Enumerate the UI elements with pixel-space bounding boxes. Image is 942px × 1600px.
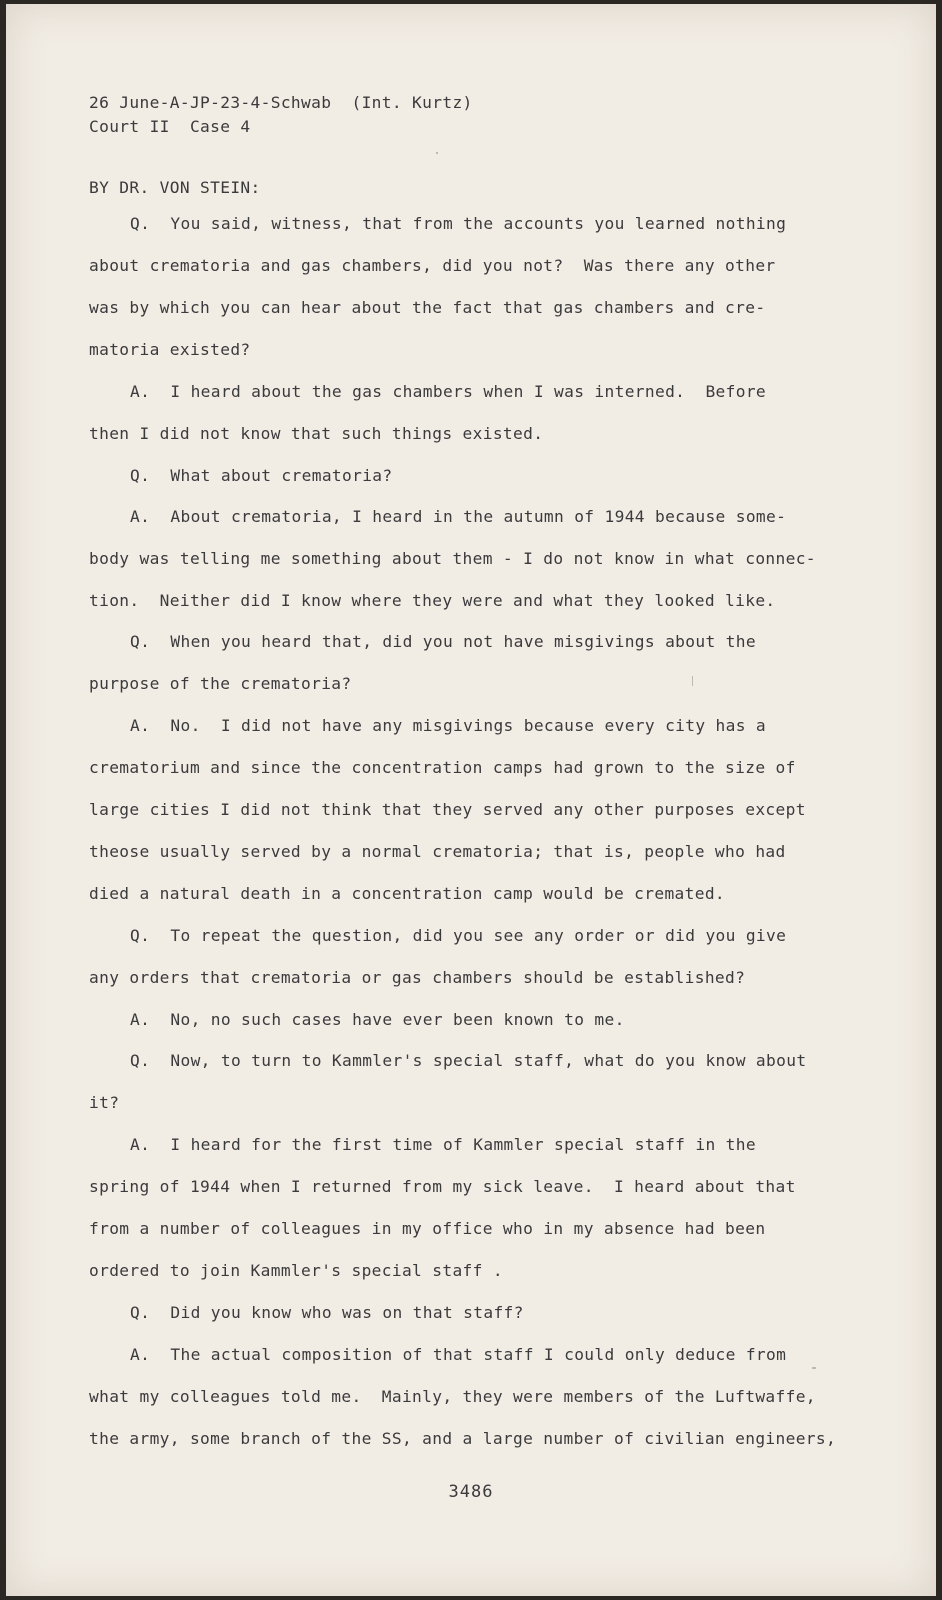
- body-line: A. The actual composition of that staff I could only deduce from: [130, 1345, 787, 1364]
- body-line: large cities I did not think that they served any other purposes except: [89, 800, 806, 819]
- body-line: A. I heard about the gas chambers when I was interned. Before: [130, 382, 767, 401]
- body-line: spring of 1944 when I returned from my sick leave. I heard about that: [89, 1177, 796, 1196]
- body-line: Q. Did you know who was on that staff?: [130, 1303, 524, 1322]
- body-line: was by which you can hear about the fact that gas chambers and cre-: [89, 298, 766, 317]
- paper-speck: [436, 152, 438, 154]
- body-line: Q. To repeat the question, did you see any order or did you give: [130, 926, 787, 945]
- body-line: Q. What about crematoria?: [130, 466, 393, 485]
- body-line: Q. Now, to turn to Kammler's special staff, what do you know about: [130, 1051, 807, 1070]
- body-line: Q. When you heard that, did you not have misgivings about the: [130, 632, 756, 651]
- body-line: A. About crematoria, I heard in the autumn of 1944 because some-: [130, 507, 787, 526]
- body-line: Q. You said, witness, that from the accounts you learned nothing: [130, 214, 787, 233]
- transcript-page: [6, 4, 936, 1596]
- body-line: the army, some branch of the SS, and a large number of civilian engineers,: [89, 1429, 837, 1448]
- body-line: crematorium and since the concentration camps had grown to the size of: [89, 758, 796, 777]
- body-line: ordered to join Kammler's special staff .: [89, 1261, 503, 1280]
- body-line: theose usually served by a normal crematoria; that is, people who had: [89, 842, 786, 861]
- body-line: from a number of colleagues in my office who in my absence had been: [89, 1219, 766, 1238]
- body-line: what my colleagues told me. Mainly, they were members of the Luftwaffe,: [89, 1387, 816, 1406]
- body-line: body was telling me something about them - I do not know in what connec-: [89, 549, 816, 568]
- body-line: about crematoria and gas chambers, did you not? Was there any other: [89, 256, 776, 275]
- body-line: A. No. I did not have any misgivings because every city has a: [130, 716, 767, 735]
- body-line: died a natural death in a concentration camp would be cremated.: [89, 884, 726, 903]
- body-line: purpose of the crematoria?: [89, 674, 352, 693]
- body-line: A. I heard for the first time of Kammler special staff in the: [130, 1135, 756, 1154]
- body-line: any orders that crematoria or gas chambers should be established?: [89, 968, 746, 987]
- header-line-2: Court II Case 4: [89, 117, 251, 136]
- paper-speck: [812, 1367, 816, 1369]
- examiner-heading: BY DR. VON STEIN:: [89, 178, 261, 197]
- body-line: matoria existed?: [89, 340, 251, 359]
- body-line: tion. Neither did I know where they were and what they looked like.: [89, 591, 776, 610]
- paper-speck: [692, 676, 693, 686]
- body-line: A. No, no such cases have ever been known to me.: [130, 1010, 625, 1029]
- header-line-1: 26 June-A-JP-23-4-Schwab (Int. Kurtz): [89, 93, 473, 112]
- body-line: it?: [89, 1093, 120, 1112]
- page-number: 3486: [448, 1482, 494, 1502]
- body-line: then I did not know that such things existed.: [89, 424, 544, 443]
